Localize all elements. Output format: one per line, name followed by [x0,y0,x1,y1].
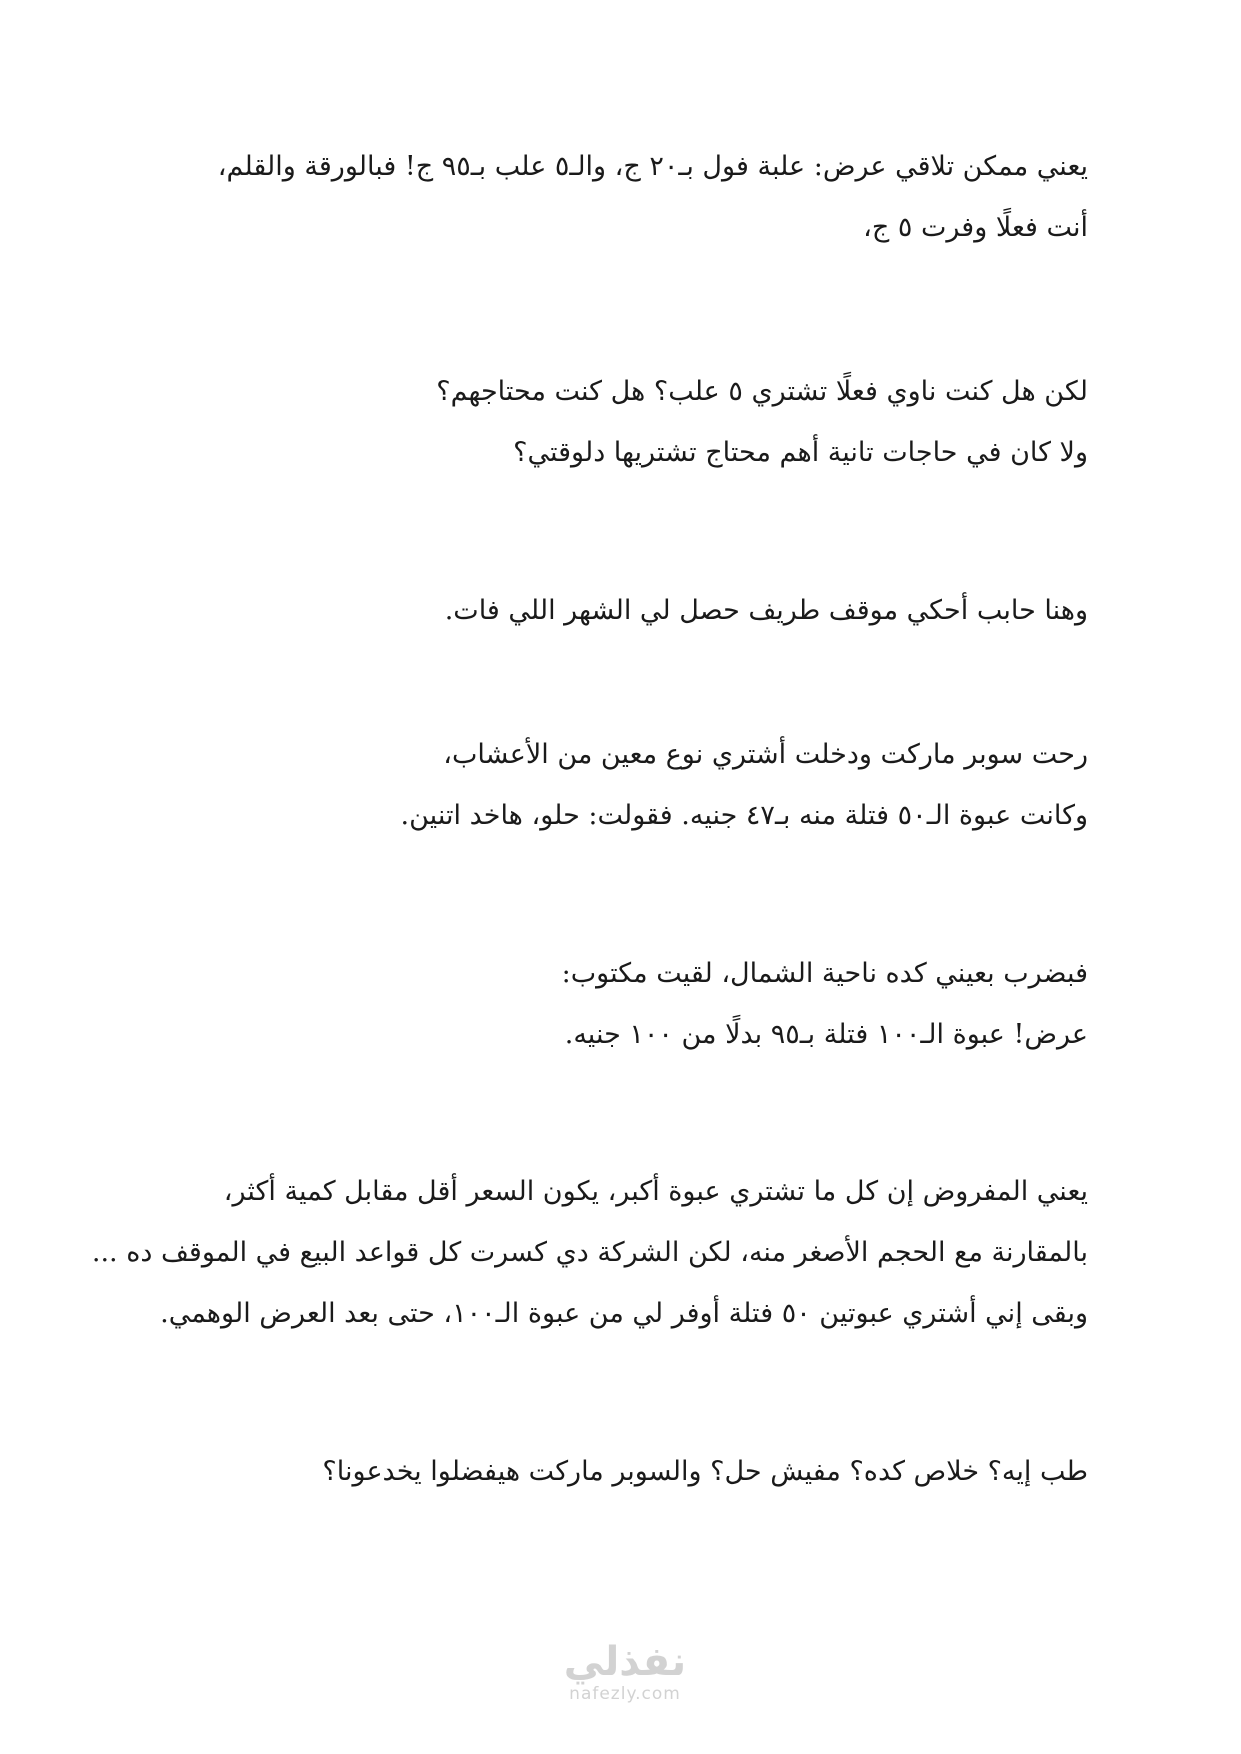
paragraph-1-line-2: أنت فعلًا وفرت ٥ ج، [863,212,1088,243]
paragraph-6-line-2: بالمقارنة مع الحجم الأصغر منه، لكن الشركة دي كسرت كل قواعد البيع في الموقف ده ... [91,1237,1088,1268]
paragraph-5-line-2: عرض! عبوة الـ١٠٠ فتلة بـ٩٥ بدلًا من ١٠٠ جنيه. [564,1019,1088,1050]
watermark-logo: نفذلي [563,1639,687,1685]
paragraph-2-line-1: لكن هل كنت ناوي فعلًا تشتري ٥ علب؟ هل كنت محتاجهم؟ [436,376,1088,407]
paragraph-7-line-1: طب إيه؟ خلاص كده؟ مفيش حل؟ والسوبر ماركت هيفضلوا يخدعونا؟ [322,1456,1088,1487]
paragraph-6-line-3: وبقى إني أشتري عبوتين ٥٠ فتلة أوفر لي من عبوة الـ١٠٠، حتى بعد العرض الوهمي. [160,1298,1088,1329]
paragraph-2-line-2: ولا كان في حاجات تانية أهم محتاج تشتريها دلوقتي؟ [513,437,1088,468]
paragraph-3-line-1: وهنا حابب أحكي موقف طريف حصل لي الشهر اللي فات. [444,595,1088,626]
watermark-url: nafezly.com [569,1684,681,1704]
paragraph-5-line-1: فبضرب بعيني كده ناحية الشمال، لقيت مكتوب: [561,958,1088,989]
nafezly-watermark [540,1640,710,1704]
paragraph-1-line-1: يعني ممكن تلاقي عرض: علبة فول بـ٢٠ ج، والـ٥ علب بـ٩٥ ج! فبالورقة والقلم، [217,151,1088,182]
paragraph-4-line-1: رحت سوبر ماركت ودخلت أشتري نوع معين من الأعشاب، [443,739,1088,770]
paragraph-4-line-2: وكانت عبوة الـ٥٠ فتلة منه بـ٤٧ جنيه. فقولت: حلو، هاخد اتنين. [400,800,1088,831]
paragraph-6-line-1: يعني المفروض إن كل ما تشتري عبوة أكبر، يكون السعر أقل مقابل كمية أكثر، [223,1176,1088,1207]
